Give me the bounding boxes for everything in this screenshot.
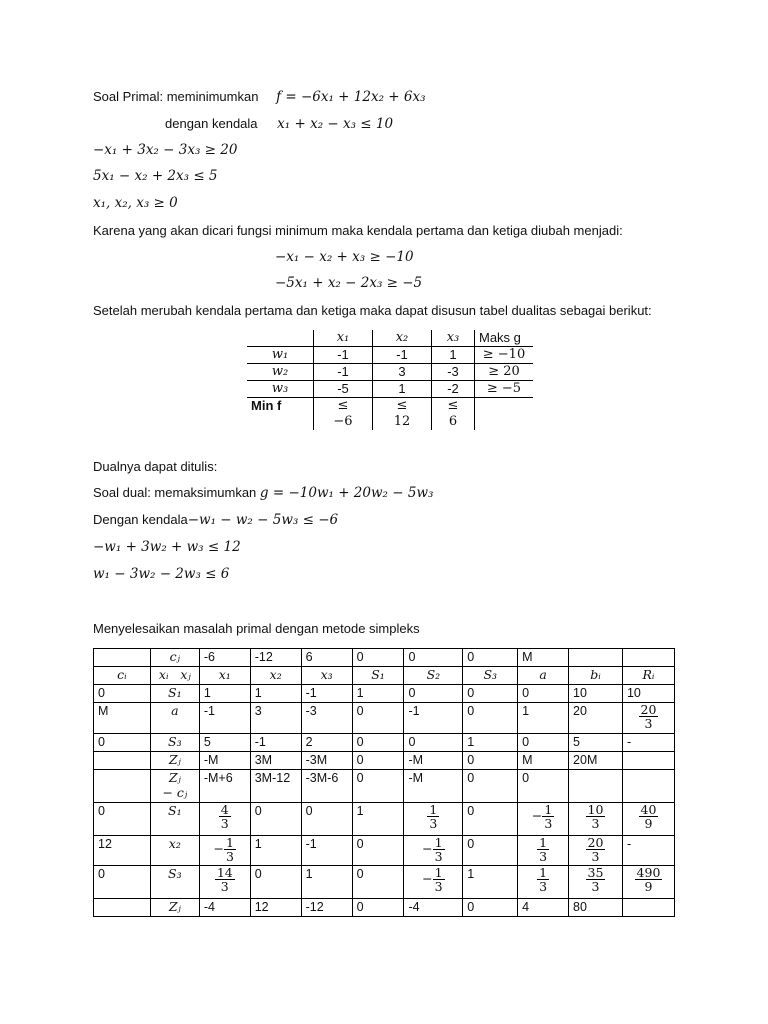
dt-cell: -1 <box>314 364 373 381</box>
dual-constraint-label: Dengan kendala <box>93 512 188 527</box>
simplex-heading: Menyelesaikan masalah primal dengan metode simpleks <box>93 621 420 636</box>
dt-min-op: ≤ <box>373 398 432 415</box>
cell: -3 <box>301 703 352 734</box>
cell: 1 <box>352 685 404 703</box>
cell: 0 <box>463 685 518 703</box>
cell: -1 <box>301 836 352 866</box>
cj-value: 0 <box>463 649 518 667</box>
col-var: x₂ <box>250 667 301 685</box>
row-ci: 0 <box>94 866 151 899</box>
fraction: $\frac{1}{3}$ <box>539 835 548 864</box>
primal-constraint-label: dengan kendala <box>165 116 258 131</box>
col-var: bᵢ <box>569 667 623 685</box>
cj-value: -6 <box>199 649 250 667</box>
cell: 80 <box>569 899 623 917</box>
row-ci: 0 <box>94 685 151 703</box>
row-var: a <box>150 703 199 734</box>
fraction: $\frac{1}{3}$ <box>544 802 553 831</box>
cell: -1 <box>250 734 301 752</box>
fraction: $\frac{1}{3}$ <box>434 835 443 864</box>
cell: 0 <box>518 685 569 703</box>
cell <box>622 770 674 803</box>
cell: -3M <box>301 752 352 770</box>
cell: 0 <box>352 752 404 770</box>
fraction: $\frac{1}{3}$ <box>226 835 234 864</box>
dt-min-value: 12 <box>373 414 432 430</box>
cell <box>569 770 623 803</box>
dual-objective-line <box>93 484 433 502</box>
cell: -3M-6 <box>301 770 352 803</box>
cell: 0 <box>463 770 518 803</box>
primal-nonnegativity: x₁, x₂, x₃ ≥ 0 <box>93 195 178 211</box>
fraction: $\frac{20}{3}$ <box>640 702 657 731</box>
fraction: $\frac{35}{3}$ <box>587 865 604 894</box>
fraction: $\frac{490}{9}$ <box>636 865 661 894</box>
dt-cell: -3 <box>432 364 475 381</box>
cell: 3 <box>250 703 301 734</box>
cell: 0 <box>352 899 404 917</box>
dt-header-x3: x₃ <box>432 330 475 347</box>
duality-intro: Setelah merubah kendala pertama dan ketiga maka dapat disusun tabel dualitas sebagai berikut: <box>93 303 652 318</box>
cell: -M <box>199 752 250 770</box>
row-var: S₃ <box>150 734 199 752</box>
dual-objective: g = −10w₁ + 20w₂ − 5w₃ <box>259 485 434 501</box>
cell: 0 <box>404 685 463 703</box>
cell: 0 <box>352 770 404 803</box>
primal-constraint-line <box>165 115 393 133</box>
dt-row-label: w₃ <box>247 381 314 398</box>
cj-value: -12 <box>250 649 301 667</box>
dt-row-label: w₁ <box>247 347 314 364</box>
primal-label: Soal Primal: meminimumkan <box>93 89 259 104</box>
cell: 5 <box>199 734 250 752</box>
cj-value: 0 <box>404 649 463 667</box>
dt-min-value: −6 <box>314 414 373 430</box>
primal-objective: f = −6x₁ + 12x₂ + 6x₃ <box>276 89 426 105</box>
cell: -4 <box>199 899 250 917</box>
row-ci: 0 <box>94 803 151 836</box>
primal-constraint-2: −x₁ + 3x₂ − 3x₃ ≥ 20 <box>93 142 238 158</box>
col-ci: cᵢ <box>94 667 151 685</box>
row-ci: 0 <box>94 734 151 752</box>
cell: 0 <box>404 734 463 752</box>
cell: 1 <box>301 866 352 899</box>
cell: 5 <box>569 734 623 752</box>
dt-cell: -1 <box>373 347 432 364</box>
col-xixj: xᵢ xⱼ <box>150 667 199 685</box>
cj-value: 0 <box>352 649 404 667</box>
dual-constraint-1: −w₁ − w₂ − 5w₃ ≤ −6 <box>187 512 339 528</box>
dt-min-value: 6 <box>432 414 475 430</box>
dt-cell: ≥ −5 <box>475 381 534 398</box>
fraction: $\frac{1}{3}$ <box>429 802 438 831</box>
cell: 3M-12 <box>250 770 301 803</box>
cell: 0 <box>463 803 518 836</box>
primal-constraint-3: 5x₁ − x₂ + 2x₃ ≤ 5 <box>93 168 218 184</box>
dt-cell: -2 <box>432 381 475 398</box>
cell: - <box>622 734 674 752</box>
cell: 1 <box>463 866 518 899</box>
dual-label: Soal dual: memaksimumkan <box>93 485 257 500</box>
dt-cell: 1 <box>432 347 475 364</box>
cell: 1 <box>463 734 518 752</box>
cell: -12 <box>301 899 352 917</box>
cell: 0 <box>463 899 518 917</box>
cell: - <box>622 836 674 866</box>
dt-cell: -1 <box>314 347 373 364</box>
zj-minus-cj-label: Zⱼ − cⱼ <box>150 770 199 803</box>
transform-eq-1: −x₁ − x₂ + x₃ ≥ −10 <box>275 249 414 265</box>
transform-sentence: Karena yang akan dicari fungsi minimum maka kendala pertama dan ketiga diubah menjadi: <box>93 223 623 238</box>
cell: 0 <box>463 752 518 770</box>
fraction: $\frac{20}{3}$ <box>587 835 604 864</box>
col-var: a <box>518 667 569 685</box>
cell: 0 <box>352 866 404 899</box>
cell: 0 <box>463 836 518 866</box>
row-var: x₂ <box>150 836 199 866</box>
cell: 1 <box>250 836 301 866</box>
cj-label: cⱼ <box>150 649 199 667</box>
cell: 0 <box>463 703 518 734</box>
dt-min-label: Min f <box>251 398 282 413</box>
fraction: $\frac{10}{3}$ <box>587 802 604 831</box>
fraction: $\frac{14}{3}$ <box>216 865 233 894</box>
zj-label: Zⱼ <box>150 752 199 770</box>
cell <box>622 752 674 770</box>
cell: -4 <box>404 899 463 917</box>
cell: 3M <box>250 752 301 770</box>
row-ci: 12 <box>94 836 151 866</box>
dual-constraint-2: −w₁ + 3w₂ + w₃ ≤ 12 <box>93 539 241 555</box>
cell <box>622 899 674 917</box>
dt-row-label: w₂ <box>247 364 314 381</box>
duality-table <box>247 330 533 430</box>
dt-header-maks-g: Maks g <box>475 330 534 347</box>
cell: -1 <box>404 703 463 734</box>
cj-value: M <box>518 649 569 667</box>
cell: 1 <box>518 703 569 734</box>
zj-label: Zⱼ <box>150 899 199 917</box>
row-var: S₃ <box>150 866 199 899</box>
col-var: x₁ <box>199 667 250 685</box>
row-var: S₁ <box>150 803 199 836</box>
fraction: $\frac{4}{3}$ <box>220 802 229 831</box>
transform-eq-2: −5x₁ + x₂ − 2x₃ ≥ −5 <box>275 275 423 291</box>
cell: M <box>518 752 569 770</box>
cell: -M+6 <box>199 770 250 803</box>
cell: -1 <box>199 703 250 734</box>
col-var: S₂ <box>404 667 463 685</box>
dt-min-op: ≤ <box>314 398 373 415</box>
cell: 20M <box>569 752 623 770</box>
primal-constraint-1: x₁ + x₂ − x₃ ≤ 10 <box>277 116 394 132</box>
cell: 0 <box>352 703 404 734</box>
cell: 1 <box>352 803 404 836</box>
cell: 0 <box>250 866 301 899</box>
primal-objective-line <box>93 88 426 106</box>
cell: 0 <box>518 734 569 752</box>
col-var: S₃ <box>463 667 518 685</box>
col-var: S₁ <box>352 667 404 685</box>
col-var: Rᵢ <box>622 667 674 685</box>
simplex-table: cⱼ -6 -12 6 0 0 0 M cᵢ xᵢ xⱼ x₁ x₂ x₃ S₁ S₂ S₃ a bᵢ Rᵢ 0 S₁ 1 1 -1 1 0 0 0 10 10 M a -1 3 -3 0 -1 0 1 20 $\frac{20}{3}$ 0 S₃ 5 -1 2 0 0 1 0 5 - Zⱼ -M 3M -3M 0 -M 0 M 20M Zⱼ − cⱼ -M+6 3M-12 -3M-6 0 -M 0 0 0 S₁ $\frac{4}{3}$ 0 0 1 $\frac{1}{3}$ 0 − $\frac{1}{3}$ $\frac{10}{3}$ $\frac{40}{9}$ 12 x₂ − $\frac{1}{3}$ 1 -1 0 − $\frac{1}{3}$ 0 $\frac{1}{3}$ $\frac{20}{3}$ - 0 S₃ $\frac{14}{3}$ 0 1 0 − $\frac{1}{3}$ 1 $\frac{1}{3}$ $\frac{35}{3}$ $\frac{490}{9}$ Zⱼ -4 12 -12 0 -4 0 4 80 <box>93 648 675 917</box>
cell: 1 <box>199 685 250 703</box>
cell: 0 <box>250 803 301 836</box>
dt-cell: ≥ −10 <box>475 347 534 364</box>
dual-constraint-3: w₁ − 3w₂ − 2w₃ ≤ 6 <box>93 566 230 582</box>
cell: 12 <box>250 899 301 917</box>
row-var: S₁ <box>150 685 199 703</box>
dt-cell: ≥ 20 <box>475 364 534 381</box>
cell: 4 <box>518 899 569 917</box>
cell: 0 <box>518 770 569 803</box>
cj-value: 6 <box>301 649 352 667</box>
cell: 2 <box>301 734 352 752</box>
dt-header-x1: x₁ <box>314 330 373 347</box>
cell: 1 <box>250 685 301 703</box>
cell: -M <box>404 752 463 770</box>
cell: 0 <box>352 734 404 752</box>
dual-heading: Dualnya dapat ditulis: <box>93 459 218 474</box>
cell: 0 <box>301 803 352 836</box>
dual-constraint-line <box>93 511 338 529</box>
cell: 10 <box>569 685 623 703</box>
cell: 10 <box>622 685 674 703</box>
col-var: x₃ <box>301 667 352 685</box>
dt-header-x2: x₂ <box>373 330 432 347</box>
fraction: $\frac{1}{3}$ <box>539 865 548 894</box>
fraction: $\frac{40}{9}$ <box>640 802 657 831</box>
dt-cell: -5 <box>314 381 373 398</box>
dt-min-op: ≤ <box>432 398 475 415</box>
cell: -M <box>404 770 463 803</box>
cell: 20 <box>569 703 623 734</box>
dt-cell: 1 <box>373 381 432 398</box>
row-ci: M <box>94 703 151 734</box>
cell: -1 <box>301 685 352 703</box>
fraction: $\frac{1}{3}$ <box>434 865 443 894</box>
dt-cell: 3 <box>373 364 432 381</box>
cell: 0 <box>352 836 404 866</box>
